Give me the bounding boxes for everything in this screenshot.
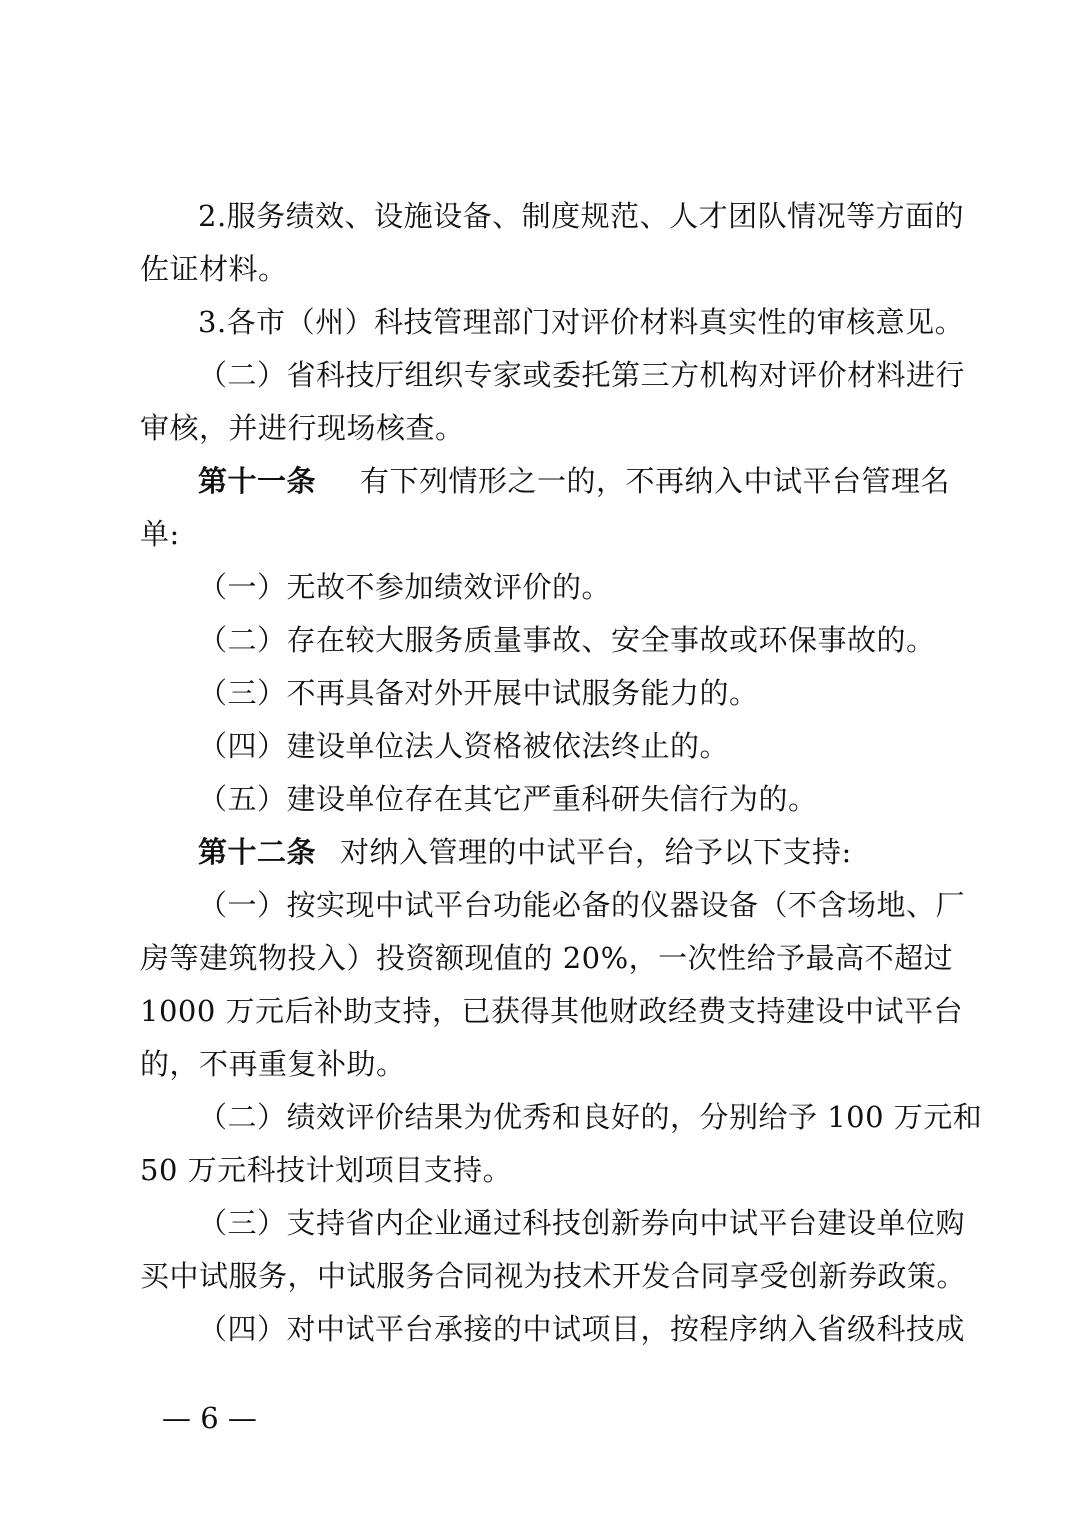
article-11-line [198,461,951,501]
page-number: — 6 — [162,1401,257,1435]
text-line: （三）支持省内企业通过科技创新券向中试平台建设单位购 [198,1206,966,1240]
text-line: 单: [140,517,180,551]
article-12-line [198,832,940,872]
text-line: （一）无故不参加绩效评价的。 [198,570,612,604]
text-line: （三）不再具备对外开展中试服务能力的。 [198,676,759,710]
text-line: 买中试服务，中试服务合同视为技术开发合同享受创新券政策。 [140,1259,967,1293]
article-12-text: 对纳入管理的中试平台，给予以下支持: [340,835,852,869]
text-line: 的，不再重复补助。 [140,1047,406,1081]
text-line: （五）建设单位存在其它严重科研失信行为的。 [198,782,818,816]
text-line: （二）存在较大服务质量事故、安全事故或环保事故的。 [198,623,936,657]
article-11-text: 有下列情形之一的，不再纳入中试平台管理名 [360,464,951,498]
text-line: 50 万元科技计划项目支持。 [140,1153,513,1187]
text-line: 3.各市（州）科技管理部门对评价材料真实性的审核意见。 [198,305,965,339]
text-line: （四）建设单位法人资格被依法终止的。 [198,729,730,763]
text-line: （四）对中试平台承接的中试项目，按程序纳入省级科技成 [198,1312,966,1346]
text-line: （二）绩效评价结果为优秀和良好的，分别给予 100 万元和 [198,1100,983,1134]
text-line: （一）按实现中试平台功能必备的仪器设备（不含场地、厂 [198,888,966,922]
text-line: （二）省科技厅组织专家或委托第三方机构对评价材料进行 [198,358,966,392]
text-line: 房等建筑物投入）投资额现值的 20%，一次性给予最高不超过 [140,941,954,975]
text-line: 审核，并进行现场核查。 [140,411,465,445]
text-line: 2.服务绩效、设施设备、制度规范、人才团队情况等方面的 [198,199,965,233]
text-line: 1000 万元后补助支持，已获得其他财政经费支持建设中试平台 [140,994,964,1028]
article-12-heading: 第十二条 [198,835,317,869]
text-line: 佐证材料。 [140,252,288,286]
article-11-heading: 第十一条 [198,464,317,498]
